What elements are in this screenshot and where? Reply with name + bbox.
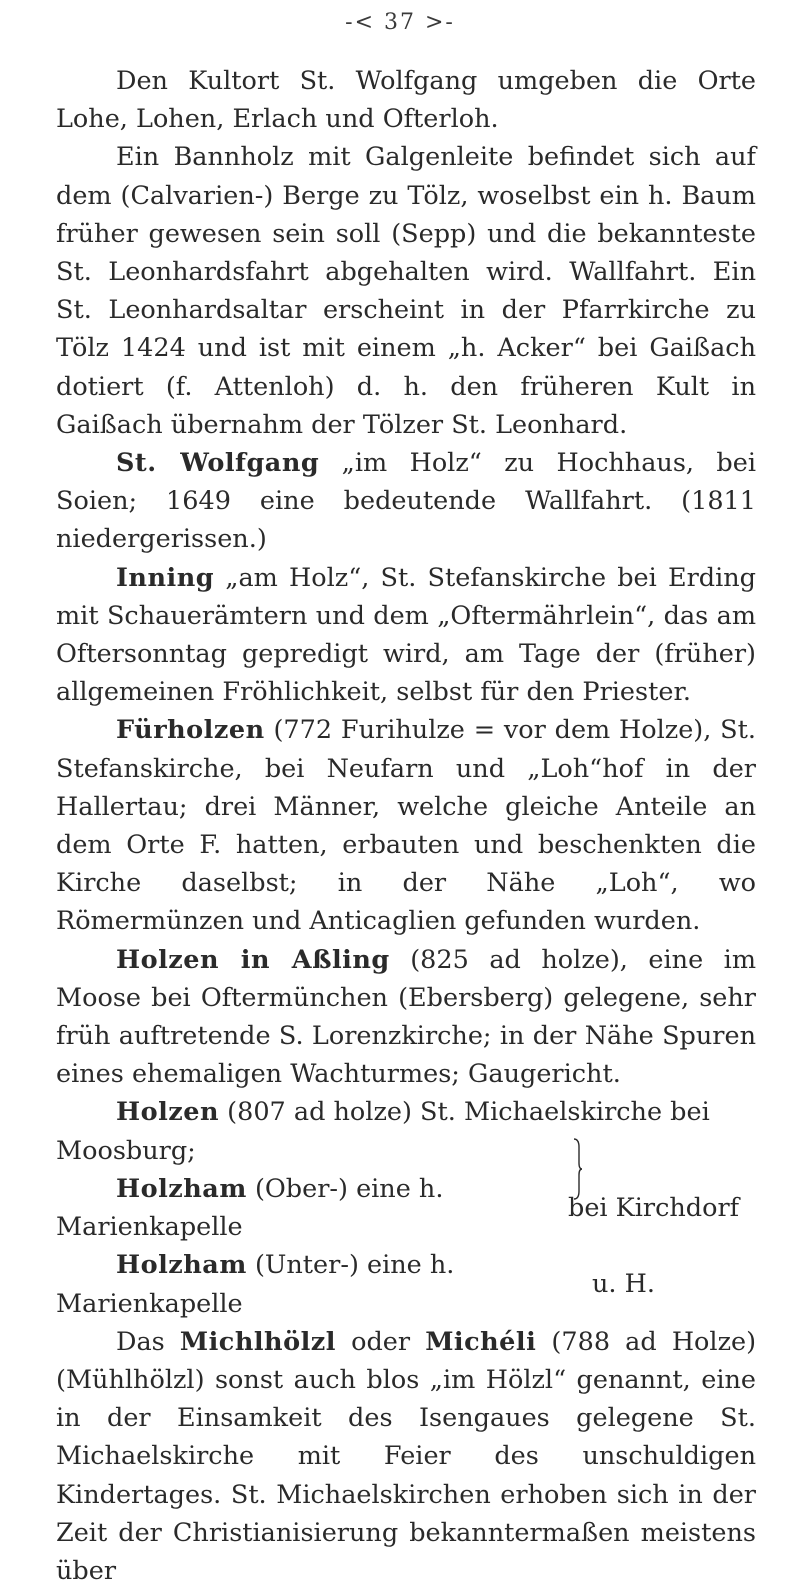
page-number: -< 37 >- bbox=[345, 10, 455, 35]
holzham-row-ober bbox=[56, 1170, 756, 1246]
paragraph-connector: oder bbox=[351, 1326, 411, 1357]
paragraph-text: (772 Furihulze = vor dem Holze), St. Stefanskirche, bei Neufarn und „Loh“hof in der Hallertau; drei Männer, welche gleiche Anteile an dem Orte F. hatten, erbauten und beschenkten die Kirche daselbst; in der Nähe „Loh“, wo Römermünzen und Anticaglien gefunden wurden. bbox=[56, 715, 756, 937]
holzham-text: (Ober-) eine h. Marienkapelle bbox=[56, 1173, 444, 1243]
paragraph-text: „im Holz“ zu Hochhaus, bei Soien; 1649 eine bedeutende Wallfahrt. (1811 niedergerissen.) bbox=[56, 448, 756, 555]
paragraph-heading: Holzen bbox=[116, 1097, 220, 1128]
paragraph-inning bbox=[56, 559, 756, 712]
paragraph-text: (807 ad holze) St. Michaelskirche bei Moosburg; bbox=[56, 1097, 710, 1166]
holzham-row-unter bbox=[56, 1246, 756, 1322]
holzen-holzham-block bbox=[56, 1093, 756, 1322]
paragraph-heading: St. Wolfgang bbox=[116, 448, 320, 479]
paragraph-heading: Michlhölzl bbox=[179, 1326, 336, 1357]
paragraph-heading: Fürholzen bbox=[116, 715, 265, 746]
paragraph-text: Den Kultort St. Wolfgang umgeben die Orte Lohe, Lohen, Erlach und Ofterloh. bbox=[56, 66, 756, 135]
paragraph-holzen-assling bbox=[56, 941, 756, 1094]
paragraph-text: (788 ad Holze) (Mühlhölzl) sonst auch blos „im Hölzl“ genannt, eine in der Einsamkeit des Isengaues gelegene St. Michaelskirche mit Feier des unschuldigen Kindertages. St. Michaelskirchen erhoben sich in der Zeit der Christianisierung bekanntermaßen meistens über bbox=[56, 1326, 757, 1586]
paragraph-text: Ein Bannholz mit Galgenleite befindet sich auf dem (Calvarien-) Berge zu Tölz, woselbst ein h. Baum früher gewesen sein soll (Sepp) und die bekannteste St. Leonhardsfahrt abgehalten wird. Wallfahrt. Ein St. Leonhardsaltar erscheint in der Pfarrkirche zu Tölz 1424 und ist mit einem „h. Acker“ bei Gaißach dotiert (f. Attenloh) d. h. den früheren Kult in Gaißach übernahm der Tölzer St. Leonhard. bbox=[56, 142, 756, 440]
paragraph-kultort bbox=[56, 62, 756, 138]
text-column bbox=[56, 62, 756, 1590]
paragraph-bannholz bbox=[56, 138, 756, 444]
holzham-right-top: bei Kirchdorf bbox=[568, 1192, 740, 1223]
curly-brace-icon bbox=[572, 1137, 582, 1201]
paragraph-fuerholzen bbox=[56, 711, 756, 940]
paragraph-lead: Das bbox=[116, 1326, 165, 1357]
paragraph-michlholzl bbox=[56, 1323, 756, 1590]
holzham-heading: Holzham bbox=[116, 1173, 247, 1204]
paragraph-text: (825 ad holze), eine im Moose bei Oftermünchen (Ebersberg) gelegene, sehr früh auftretende S. Lorenzkirche; in der Nähe Spuren eines ehemaligen Wachturmes; Gaugericht. bbox=[56, 944, 756, 1090]
paragraph-text: „am Holz“, St. Stefanskirche bei Erding mit Schauerämtern und dem „Oftermährlein“, das am Oftersonntag gepredigt wird, am Tage der (früher) allgemeinen Fröhlichkeit, selbst für den Priester. bbox=[56, 562, 756, 708]
paragraph-heading: Holzen in Aßling bbox=[116, 944, 390, 975]
holzham-right-bottom: u. H. bbox=[592, 1269, 655, 1300]
paragraph-holzen-807 bbox=[56, 1093, 756, 1169]
paragraph-heading-alt: Michéli bbox=[425, 1326, 537, 1357]
holzham-heading: Holzham bbox=[116, 1250, 247, 1281]
paragraph-heading: Inning bbox=[116, 562, 215, 593]
paragraph-wolfgang bbox=[56, 444, 756, 559]
holzham-text: (Unter-) eine h. Marienkapelle bbox=[56, 1250, 455, 1319]
